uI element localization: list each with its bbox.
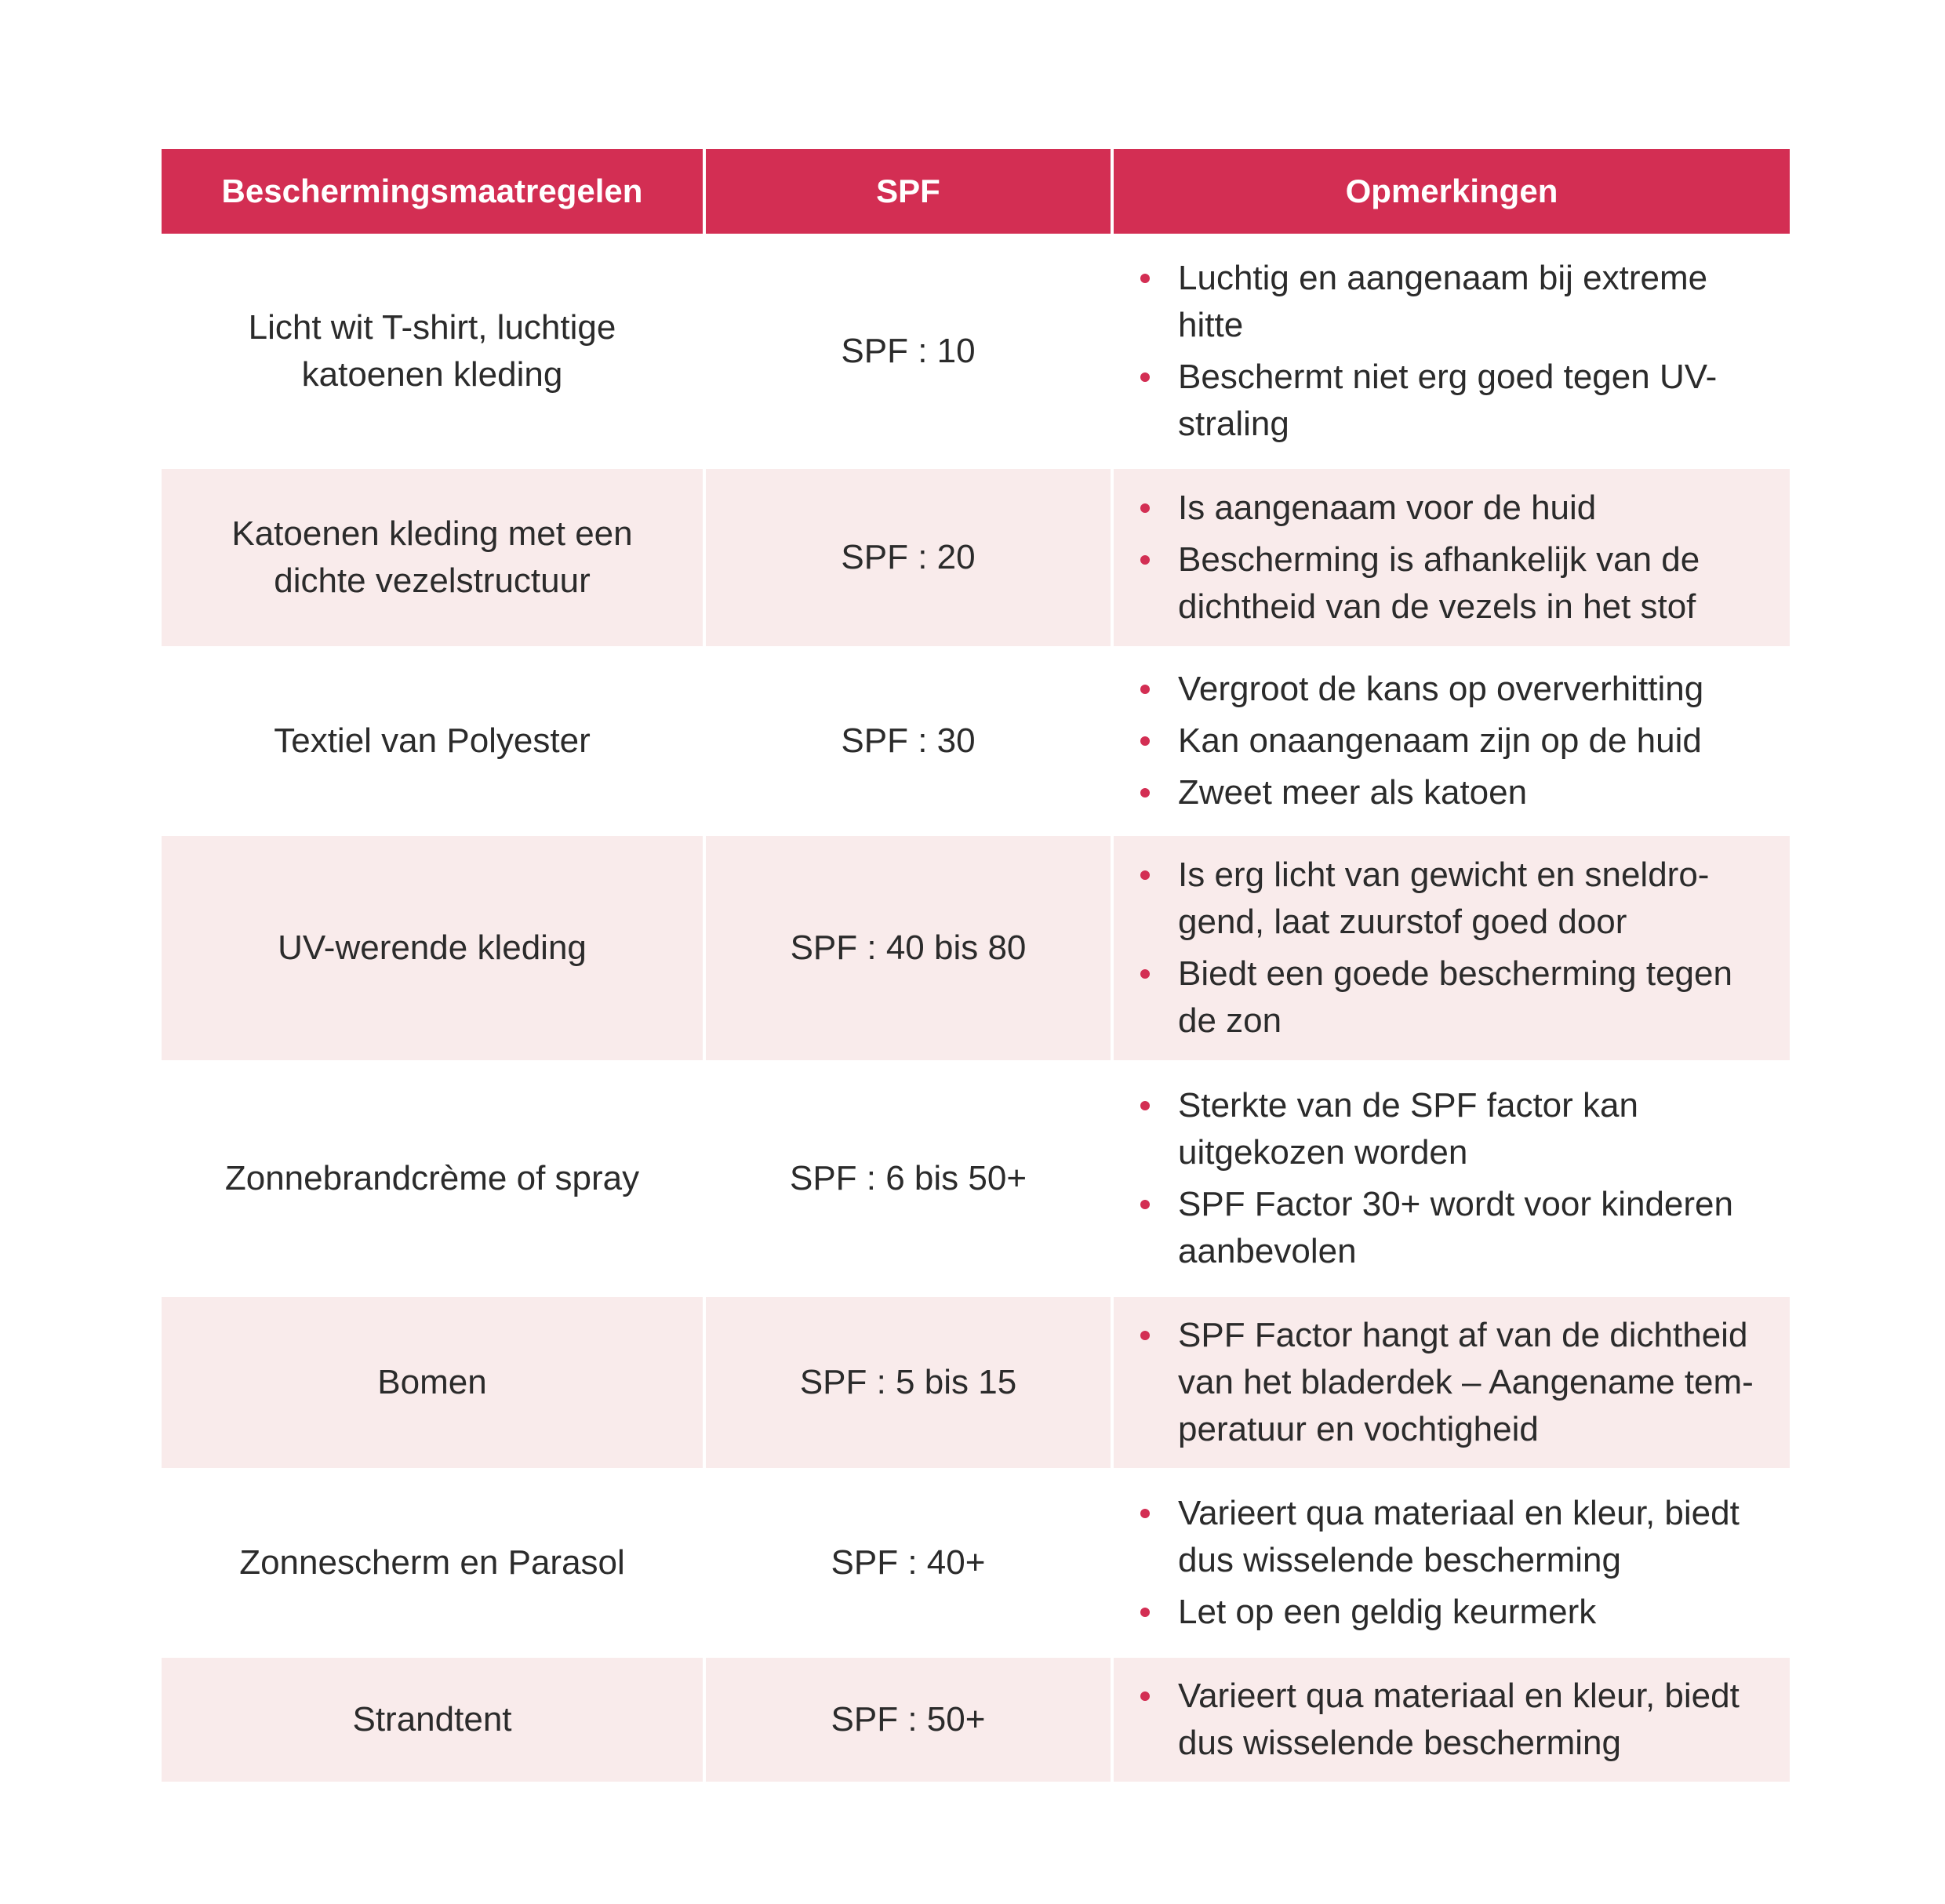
- remark-item: Varieert qua materiaal en kleur, biedt dus wisselende bescherming: [1137, 1673, 1766, 1767]
- measure-cell: Textiel van Polyester: [162, 649, 703, 833]
- measure-line: Katoenen kleding met een: [231, 514, 633, 553]
- table-row: [162, 1471, 1790, 1655]
- header-measures: Beschermingsmaatregelen: [162, 149, 703, 234]
- spf-cell: SPF : 50+: [706, 1658, 1111, 1782]
- measure-cell: Zonnebrandcrème of spray: [162, 1063, 703, 1294]
- remarks-cell: [1114, 649, 1790, 833]
- measure-cell: UV-werende kleding: [162, 836, 703, 1060]
- remark-item: Kan onaangenaam zijn op de huid: [1137, 718, 1766, 765]
- spf-cell: SPF : 5 bis 15: [706, 1297, 1111, 1468]
- spf-table: [162, 149, 1790, 1782]
- table-row: [162, 1063, 1790, 1294]
- measure-cell: [162, 237, 703, 466]
- measure-cell: Strandtent: [162, 1658, 703, 1782]
- header-remarks: Opmerkingen: [1114, 149, 1790, 234]
- table-row: [162, 237, 1790, 466]
- remarks-cell: [1114, 237, 1790, 466]
- remark-item: SPF Factor hangt af van de dichtheid van het bladerdek – Aangename tem- peratuur en vochtigheid: [1137, 1312, 1766, 1453]
- table-row: [162, 469, 1790, 646]
- remarks-cell: [1114, 1063, 1790, 1294]
- table-row: [162, 836, 1790, 1060]
- remark-item: SPF Factor 30+ wordt voor kinderen aanbevolen: [1137, 1181, 1766, 1275]
- header-spf: SPF: [706, 149, 1111, 234]
- remark-item: Bescherming is afhankelijk van de dichtheid van de vezels in het stof: [1137, 536, 1766, 630]
- measure-cell: Bomen: [162, 1297, 703, 1468]
- measure-line: katoenen kleding: [301, 355, 563, 394]
- measure-cell: Zonnescherm en Parasol: [162, 1471, 703, 1655]
- remarks-cell: [1114, 836, 1790, 1060]
- spf-cell: SPF : 40+: [706, 1471, 1111, 1655]
- measure-cell: [162, 469, 703, 646]
- table-row: [162, 1658, 1790, 1782]
- remark-item: Is aangenaam voor de huid: [1137, 485, 1766, 532]
- spf-cell: SPF : 40 bis 80: [706, 836, 1111, 1060]
- remarks-cell: [1114, 1471, 1790, 1655]
- remarks-cell: [1114, 469, 1790, 646]
- table-header-row: [162, 149, 1790, 234]
- remarks-cell: [1114, 1658, 1790, 1782]
- remark-item: Vergroot de kans op oververhitting: [1137, 666, 1766, 713]
- remark-item: Sterkte van de SPF factor kan uitgekozen worden: [1137, 1082, 1766, 1176]
- remark-item: Zweet meer als katoen: [1137, 769, 1766, 816]
- measure-line: dichte vezelstructuur: [274, 561, 591, 600]
- table-row: [162, 1297, 1790, 1468]
- remarks-cell: [1114, 1297, 1790, 1468]
- remark-item: Varieert qua materiaal en kleur, biedt dus wisselende bescherming: [1137, 1490, 1766, 1584]
- table-row: [162, 649, 1790, 833]
- spf-cell: SPF : 6 bis 50+: [706, 1063, 1111, 1294]
- remark-item: Let op een geldig keurmerk: [1137, 1589, 1766, 1636]
- spf-cell: SPF : 10: [706, 237, 1111, 466]
- spf-cell: SPF : 30: [706, 649, 1111, 833]
- spf-cell: SPF : 20: [706, 469, 1111, 646]
- remark-item: Luchtig en aangenaam bij extreme hitte: [1137, 255, 1766, 349]
- measure-line: Licht wit T-shirt, luchtige: [248, 308, 616, 347]
- remark-item: Is erg licht van gewicht en sneldro- gend, laat zuurstof goed door: [1137, 852, 1766, 946]
- remark-item: Biedt een goede bescherming tegen de zon: [1137, 950, 1766, 1045]
- remark-item: Beschermt niet erg goed tegen UV- straling: [1137, 354, 1766, 448]
